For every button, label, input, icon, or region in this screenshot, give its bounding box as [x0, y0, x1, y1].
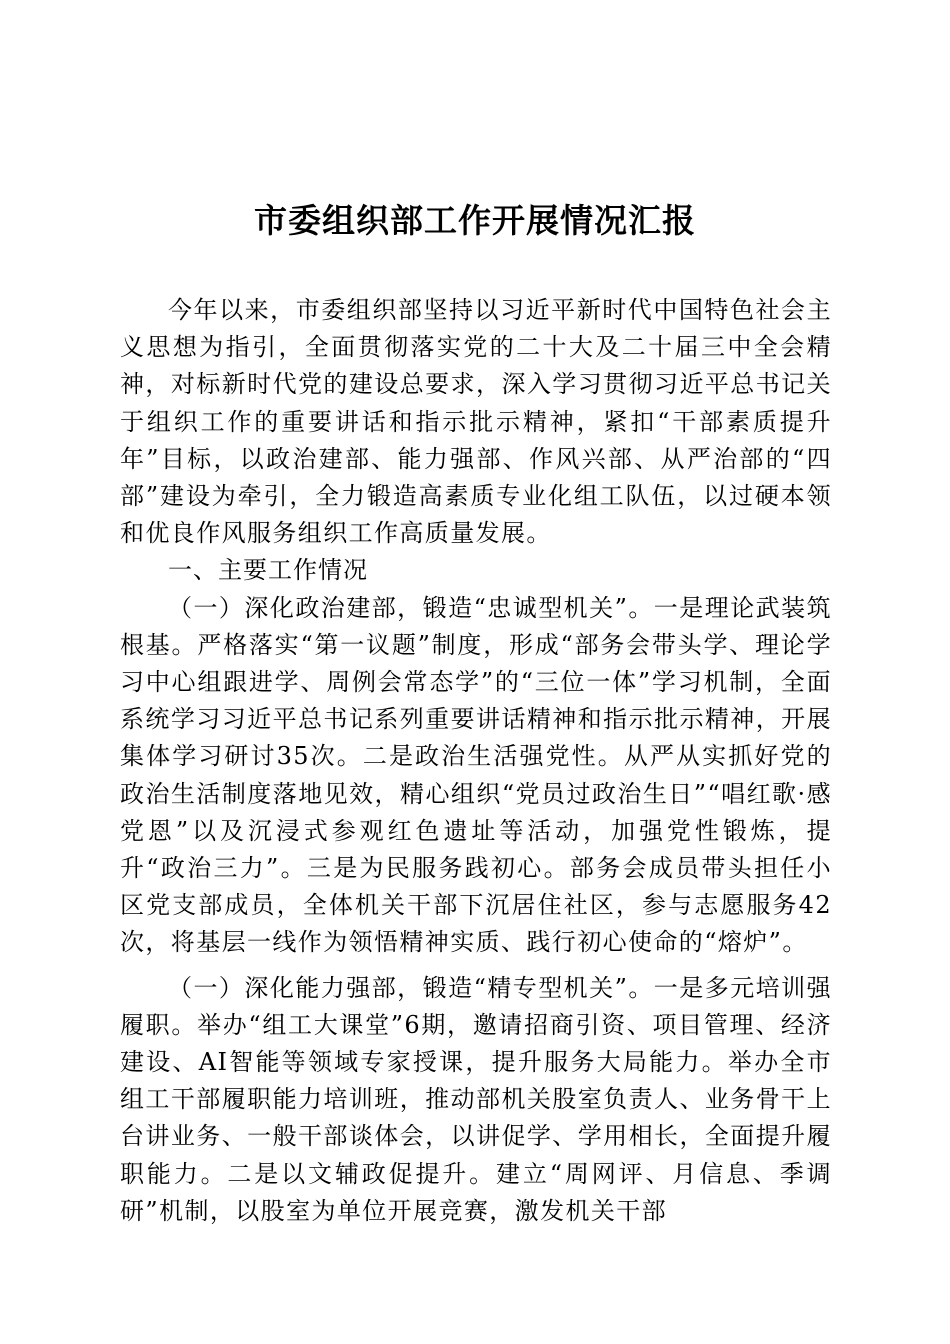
- body-paragraph-ability: （一）深化能力强部，锻造“精专型机关”。一是多元培训强履职。举办“组工大课堂”6期，邀请招商引资、项目管理、经济建设、AI智能等领域专家授课，提升服务大局能力。举办全市组工干部履职能力培训班，推动部机关股室负责人、业务骨干上台讲业务、一般干部谈体会，以讲促学、学用相长，全面提升履职能力。二是以文辅政促提升。建立“周网评、月信息、季调研”机制，以股室为单位开展竞赛，激发机关干部: [120, 973, 832, 1225]
- body-paragraph-political: （一）深化政治建部，锻造“忠诚型机关”。一是理论武装筑根基。严格落实“第一议题”制度，形成“部务会带头学、理论学习中心组跟进学、周例会常态学”的“三位一体”学习机制，全面系统学习习近平总书记系列重要讲话精神和指示批示精神，开展集体学习研讨35次。二是政治生活强党性。从严从实抓好党的政治生活制度落地见效，精心组织“党员过政治生日”“唱红歌·感党恩”以及沉浸式参观红色遗址等活动，加强党性锻炼，提升“政治三力”。三是为民服务践初心。部务会成员带头担任小区党支部成员，全体机关干部下沉居住社区，参与志愿服务42次，将基层一线作为领悟精神实质、践行初心使命的“熔炉”。: [120, 593, 832, 957]
- document-body: [120, 292, 832, 1230]
- document-title: 市委组织部工作开展情况汇报: [254, 201, 696, 240]
- intro-paragraph: 今年以来，市委组织部坚持以习近平新时代中国特色社会主义思想为指引，全面贯彻落实党的二十大及二十届三中全会精神，对标新时代党的建设总要求，深入学习贯彻习近平总书记关于组织工作的重要讲话和指示批示精神，紧扣“干部素质提升年”目标，以政治建部、能力强部、作风兴部、从严治部的“四部”建设为牵引，全力锻造高素质专业化组工队伍，以过硬本领和优良作风服务组织工作高质量发展。: [120, 296, 832, 548]
- section-heading: 一、主要工作情况: [168, 556, 368, 585]
